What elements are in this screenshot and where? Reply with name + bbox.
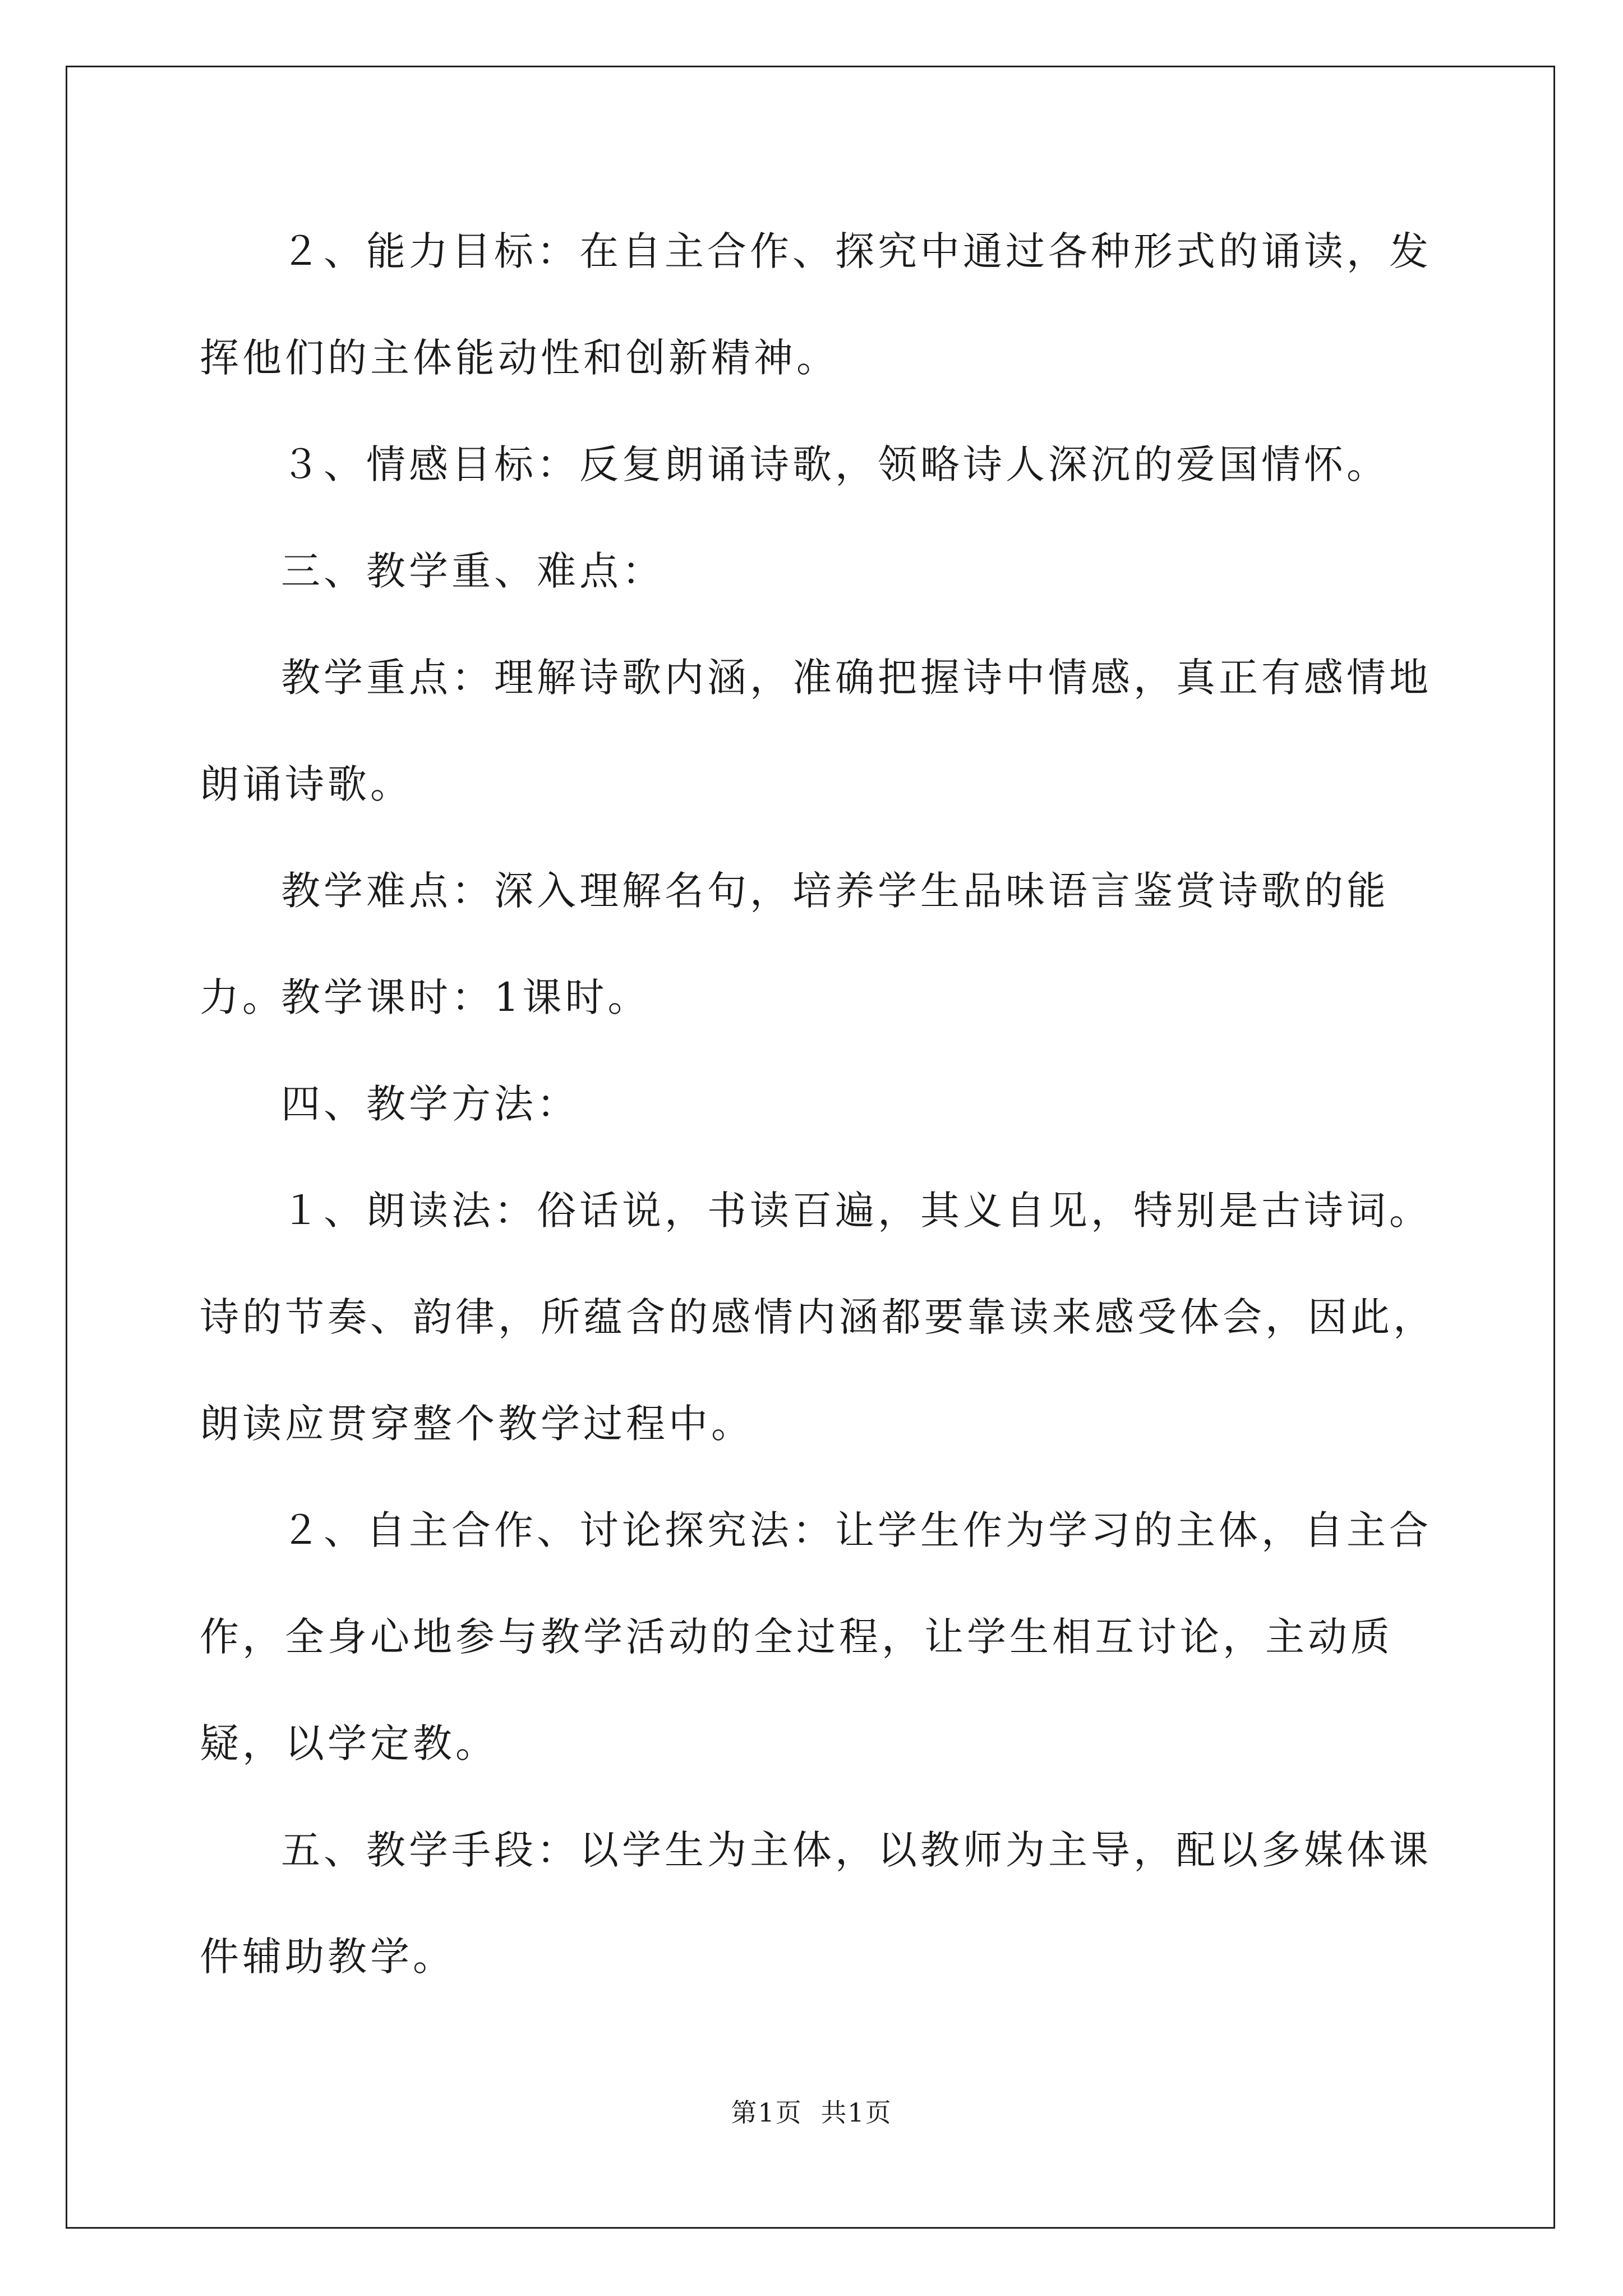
page-footer [0,2092,1623,2129]
paragraph-class-hours: 教学课时：1课时。 [281,974,651,1020]
paragraph-teaching-focus: 教学重点：理解诗歌内涵，准确把握诗中情感，真正有感情地朗诵诗歌。 [200,655,1432,807]
footer-total-pages: 共1页 [820,2097,892,2128]
paragraph-reading-method: １、朗读法：俗话说，书读百遍，其义自见，特别是古诗词。诗的节奏、韵律，所蕴含的感情内涵都要靠读来感受体会，因此，朗读应贯穿整个教学过程中。 [200,1188,1436,1447]
heading-key-points: 三、教学重、难点： [281,548,665,594]
footer-page-number: 第1页 [731,2097,803,2128]
paragraph-cooperation-method: ２、自主合作、讨论探究法：让学生作为学习的主体，自主合作，全身心地参与教学活动的全过程，让学生相互讨论，主动质疑，以学定教。 [200,1507,1432,1766]
paragraph-emotion-goal: ３、情感目标：反复朗诵诗歌，领略诗人深沉的爱国情怀。 [281,441,1389,487]
heading-teaching-methods: 四、教学方法： [281,1081,579,1127]
paragraph-ability-goal: ２、能力目标：在自主合作、探究中通过各种形式的诵读，发挥他们的主体能动性和创新精神。 [200,228,1432,381]
paragraph-teaching-difficulty: 教学难点：深入理解名句，培养学生品味语言鉴赏诗歌的能力。 [200,868,1389,1020]
paragraph-teaching-means: 五、教学手段：以学生为主体，以教师为主导，配以多媒体课件辅助教学。 [200,1827,1432,1980]
